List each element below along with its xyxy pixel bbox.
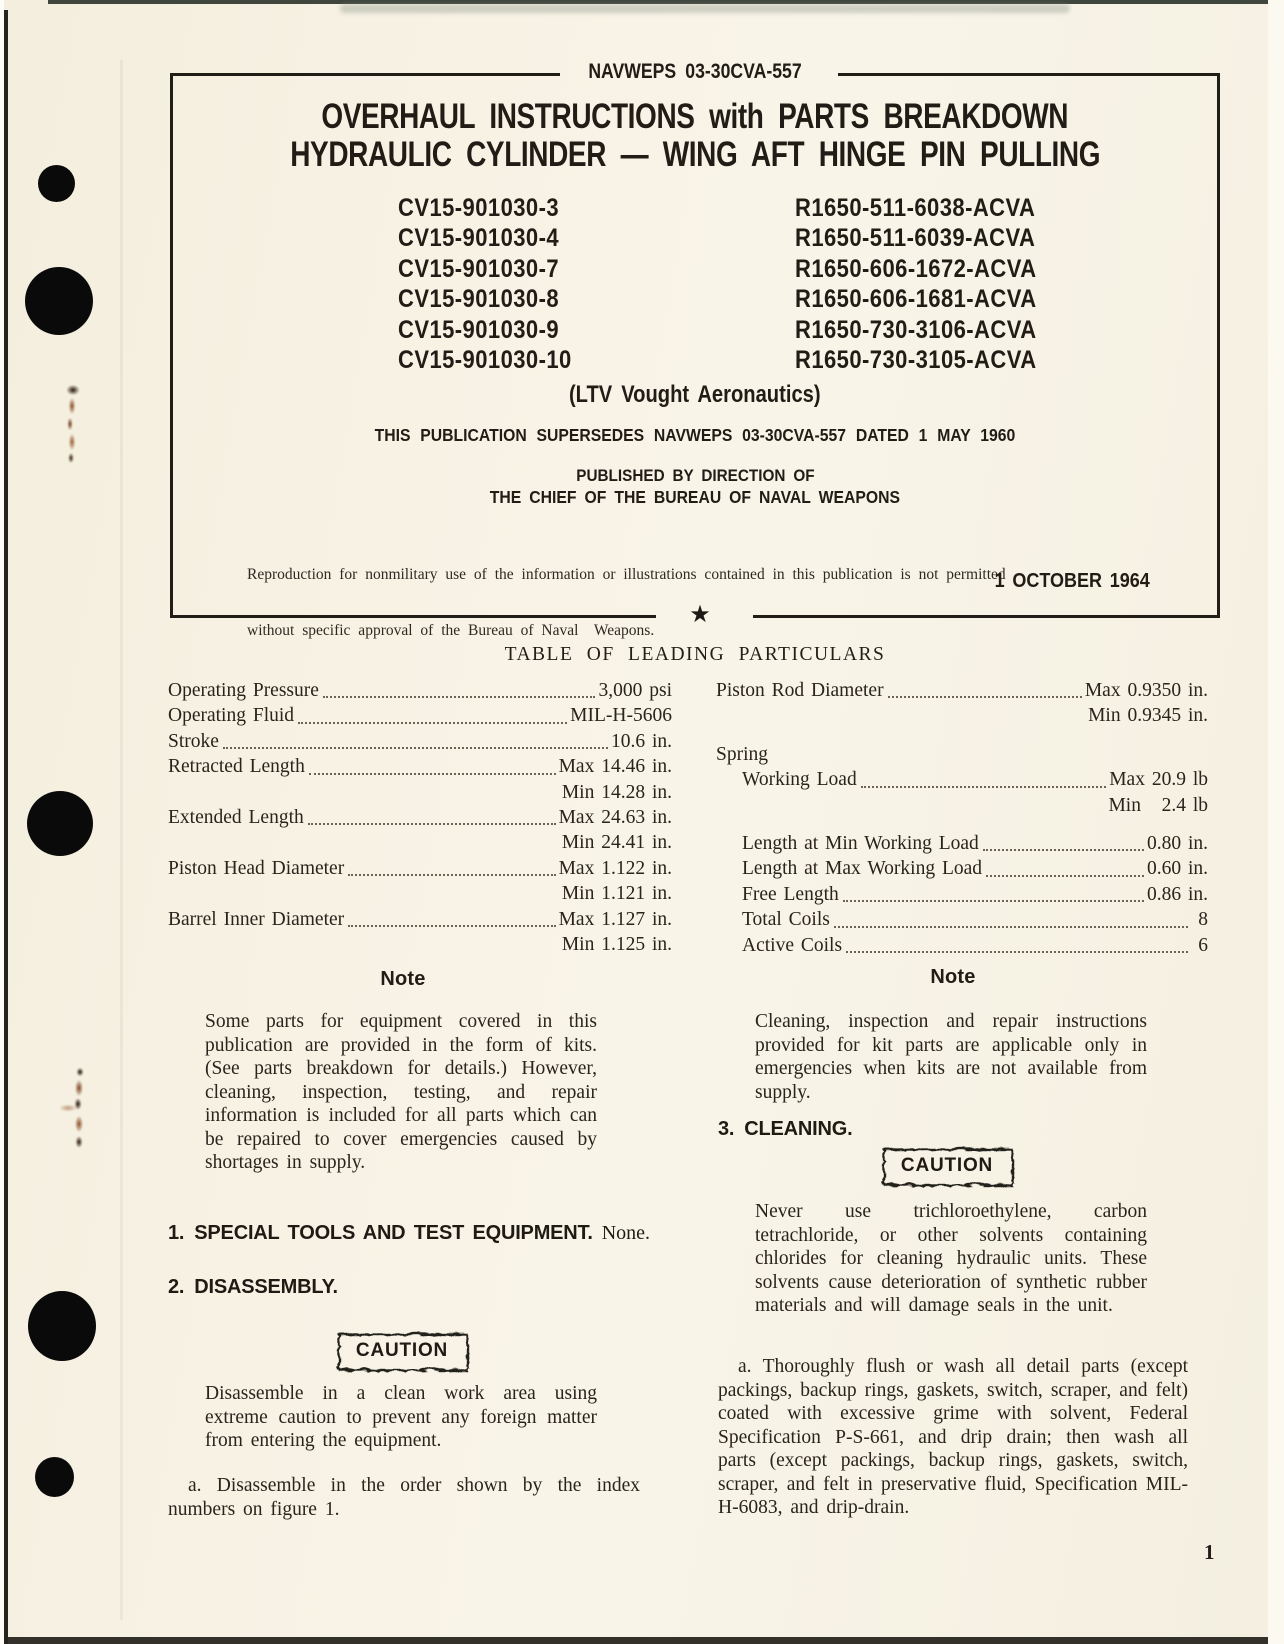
section-number: 1.: [168, 1222, 185, 1244]
particulars-row: [168, 729, 672, 754]
caution-label: CAUTION: [355, 1340, 449, 1361]
particulars-table-right: [716, 678, 1208, 958]
scan-edge-bottom: [0, 1637, 1284, 1644]
particulars-label: Operating Pressure: [168, 680, 319, 701]
table-gap: [716, 729, 1208, 742]
publication-date-text: 1 OCTOBER 1964: [994, 570, 1150, 592]
particulars-label: Length at Max Working Load: [742, 858, 983, 880]
dotted-leader: [348, 874, 555, 876]
part-number: [795, 315, 1069, 345]
particulars-value: 6: [1191, 934, 1208, 956]
caution-label: CAUTION: [900, 1155, 994, 1176]
publication-date: [986, 570, 1158, 593]
particulars-value: Max 20.9 lb: [1109, 769, 1208, 791]
note-heading: Note: [930, 966, 976, 988]
part-number-text: R1650-511-6039-ACVA: [795, 224, 1036, 253]
part-number-text: R1650-730-3106-ACVA: [795, 315, 1037, 344]
binder-hole-mark: [38, 165, 75, 202]
particulars-row: [716, 793, 1208, 818]
particulars-row: [716, 831, 1208, 856]
particulars-value: Min 24.41 in.: [561, 832, 672, 854]
particulars-value: Max 24.63 in.: [558, 806, 672, 828]
section-title: SPECIAL TOOLS AND TEST EQUIPMENT.: [194, 1222, 593, 1244]
page-title-line2: [170, 135, 1220, 175]
scan-edge-right-margin: [1268, 0, 1284, 1644]
particulars-row: [168, 703, 672, 728]
part-number-text: CV15-901030-9: [398, 315, 560, 344]
particulars-row: [716, 678, 1208, 703]
particulars-value: 0.80 in.: [1146, 832, 1208, 854]
particulars-row: [168, 932, 672, 957]
particulars-row: [168, 678, 672, 703]
particulars-row: [168, 780, 672, 805]
part-number: [398, 223, 595, 253]
particulars-row: [168, 856, 672, 881]
reproduction-notice-line2: without specific approval of the Bureau of Naval Weapons.: [247, 621, 655, 639]
particulars-row: [168, 907, 672, 932]
section-title: DISASSEMBLY.: [194, 1276, 338, 1298]
dotted-leader: [323, 696, 596, 698]
particulars-value: Min 14.28 in.: [561, 781, 672, 803]
particulars-row: [716, 933, 1208, 958]
page-number: 1: [1204, 1540, 1215, 1564]
part-number-text: CV15-901030-4: [398, 224, 560, 253]
supersedes-notice: [170, 425, 1220, 446]
particulars-value: Max 1.127 in.: [558, 908, 672, 930]
doc-number-text: NAVWEPS 03-30CVA-557: [588, 60, 802, 83]
particulars-label: Stroke: [168, 730, 219, 752]
dotted-leader: [888, 696, 1082, 698]
published-by-line1: [170, 466, 1220, 486]
particulars-row: [716, 767, 1208, 792]
particulars-table-left: [168, 678, 672, 957]
particulars-value: Max 0.9350 in.: [1084, 680, 1208, 701]
published-by-line2: [170, 487, 1220, 508]
particulars-label: Free Length: [742, 883, 839, 905]
dotted-leader: [348, 925, 555, 927]
rust-stain: [58, 382, 86, 466]
dotted-leader: [834, 926, 1189, 928]
section-number: 3.: [718, 1118, 735, 1140]
part-number-text: CV15-901030-10: [398, 346, 572, 375]
particulars-row: [168, 881, 672, 906]
particulars-label: Working Load: [742, 769, 857, 791]
particulars-row: [168, 830, 672, 855]
part-number-list-left: [398, 193, 595, 375]
part-number-text: R1650-730-3105-ACVA: [795, 346, 1037, 375]
page-title-line2-text: HYDRAULIC CYLINDER — WING AFT HINGE PIN PULLING: [290, 135, 1100, 174]
particulars-label: Total Coils: [742, 909, 830, 931]
particulars-value: MIL-H-5606: [570, 705, 672, 727]
supersedes-text: THIS PUBLICATION SUPERSEDES NAVWEPS 03-30CVA-557 DATED 1 MAY 1960: [374, 425, 1016, 445]
paper-crease: [120, 60, 123, 1620]
part-number: [795, 223, 1069, 253]
particulars-value: 3,000 psi: [598, 680, 672, 701]
particulars-value: Min 1.125 in.: [561, 933, 672, 955]
manufacturer-text: (LTV Vought Aeronautics): [569, 381, 821, 408]
caution-box: [333, 1327, 471, 1375]
table-gap: [716, 818, 1208, 831]
binder-hole-mark: [25, 267, 93, 335]
dotted-leader: [843, 900, 1144, 902]
published-by-text1: PUBLISHED BY DIRECTION OF: [575, 466, 815, 485]
binder-hole-mark: [28, 1291, 96, 1361]
particulars-row: [716, 742, 1208, 767]
dotted-leader: [308, 823, 556, 825]
scan-smudge: [340, 4, 1070, 13]
part-number: [398, 315, 595, 345]
particulars-value: 0.86 in.: [1146, 883, 1208, 905]
note-heading: Note: [380, 968, 426, 990]
particulars-row: [716, 703, 1208, 728]
particulars-label: Retracted Length: [168, 756, 305, 778]
section-2-heading: [168, 1276, 338, 1299]
binder-hole-mark: [27, 791, 93, 856]
part-number: [795, 284, 1069, 314]
particulars-label: Operating Fluid: [168, 705, 295, 727]
part-number: [398, 284, 595, 314]
particulars-row: [716, 907, 1208, 932]
part-number: [795, 193, 1069, 223]
part-number-text: R1650-511-6038-ACVA: [795, 194, 1036, 222]
particulars-label: Piston Rod Diameter: [716, 680, 884, 701]
particulars-value: 10.6 in.: [610, 730, 672, 752]
doc-number: [170, 60, 1220, 84]
part-number-list-right: [795, 193, 1069, 375]
part-number: [398, 254, 595, 284]
particulars-label: Piston Head Diameter: [168, 857, 345, 879]
particulars-value: 8: [1191, 909, 1208, 931]
step-paragraph-a: a. Disassemble in the order shown by the index numbers on figure 1.: [168, 1475, 640, 1520]
part-number: [398, 193, 595, 223]
part-number: [795, 345, 1069, 375]
particulars-label: Barrel Inner Diameter: [168, 908, 345, 930]
manufacturer-line: [170, 381, 1220, 409]
caution-box: [878, 1142, 1016, 1190]
title-block: [170, 60, 1220, 639]
section-3-heading: [718, 1118, 852, 1141]
step-paragraph-a: a. Thoroughly flush or wash all detail parts (except packings, backup rings, gaskets, switch, scraper, and felt) coated with excessive grime with solvent, Federal Specification P-S-661, and drip drain; then wash all parts (except packings, backup rings, gaskets, switch, scraper, and felt in preservative fluid, Specification MIL-H-6083, and drip-drain.: [718, 1356, 1188, 1518]
star-icon: ★: [689, 602, 711, 628]
note-paragraph: Cleaning, inspection and repair instructions provided for kit parts are applicable only in emergencies when kits are not available from supply.: [755, 1011, 1147, 1103]
particulars-label: Spring: [716, 743, 769, 765]
caution-paragraph: Disassemble in a clean work area using extreme caution to prevent any foreign matter from entering the equipment.: [205, 1383, 597, 1451]
reproduction-notice-line1: Reproduction for nonmilitary use of the information or illustrations contained in this publication is not permitted: [247, 566, 1006, 583]
part-number: [795, 254, 1069, 284]
dotted-leader: [298, 722, 567, 724]
particulars-row: [168, 805, 672, 830]
caution-paragraph: Never use trichloroethylene, carbon tetrachloride, or other solvents containing chlorides for cleaning hydraulic units. These solvents cause deterioration of synthetic rubber materials and will damage seals in the unit.: [755, 1201, 1147, 1316]
particulars-value: Max 1.122 in.: [558, 857, 672, 879]
particulars-label: Extended Length: [168, 806, 304, 828]
particulars-value: Min 1.121 in.: [561, 883, 672, 905]
section-number: 2.: [168, 1276, 185, 1298]
particulars-row: [168, 754, 672, 779]
particulars-row: [716, 856, 1208, 881]
section-title: CLEANING.: [744, 1118, 853, 1140]
particulars-title: TABLE OF LEADING PARTICULARS: [504, 644, 886, 665]
dotted-leader: [986, 875, 1144, 877]
section-1-heading: [168, 1222, 650, 1245]
particulars-value: Min 2.4 lb: [1108, 794, 1208, 816]
particulars-row: [716, 882, 1208, 907]
particulars-value: 0.60 in.: [1146, 858, 1208, 880]
particulars-value: Min 0.9345 in.: [1088, 705, 1208, 727]
particulars-label: Length at Min Working Load: [742, 832, 979, 854]
page-title-line1: [170, 97, 1220, 137]
part-number-text: R1650-606-1672-ACVA: [795, 254, 1037, 283]
part-number-text: R1650-606-1681-ACVA: [795, 285, 1037, 314]
section-suffix: None.: [601, 1222, 651, 1244]
page-title-line1-text: OVERHAUL INSTRUCTIONS with PARTS BREAKDOWN: [321, 97, 1069, 136]
part-number-text: CV15-901030-8: [398, 285, 560, 314]
part-number: [398, 345, 595, 375]
dotted-leader: [846, 951, 1188, 953]
part-number-text: CV15-901030-3: [398, 194, 560, 222]
published-by-text2: THE CHIEF OF THE BUREAU OF NAVAL WEAPONS: [489, 487, 901, 507]
scan-edge-left-line: [4, 10, 8, 1644]
rust-stain: [60, 1064, 94, 1156]
dotted-leader: [983, 849, 1144, 851]
particulars-value: Max 14.46 in.: [558, 756, 672, 778]
binder-hole-mark: [35, 1457, 74, 1497]
part-number-text: CV15-901030-7: [398, 254, 560, 283]
dotted-leader: [861, 786, 1107, 788]
note-paragraph: Some parts for equipment covered in this publication are provided in the form of kits. (See parts breakdown for details.) However, cleaning, inspection, testing, and repair information is included for all parts which can be repaired to cover emergencies caused by shortages in supply.: [205, 1011, 597, 1173]
dotted-leader: [223, 747, 608, 749]
particulars-label: Active Coils: [742, 934, 843, 956]
dotted-leader: [309, 773, 556, 775]
